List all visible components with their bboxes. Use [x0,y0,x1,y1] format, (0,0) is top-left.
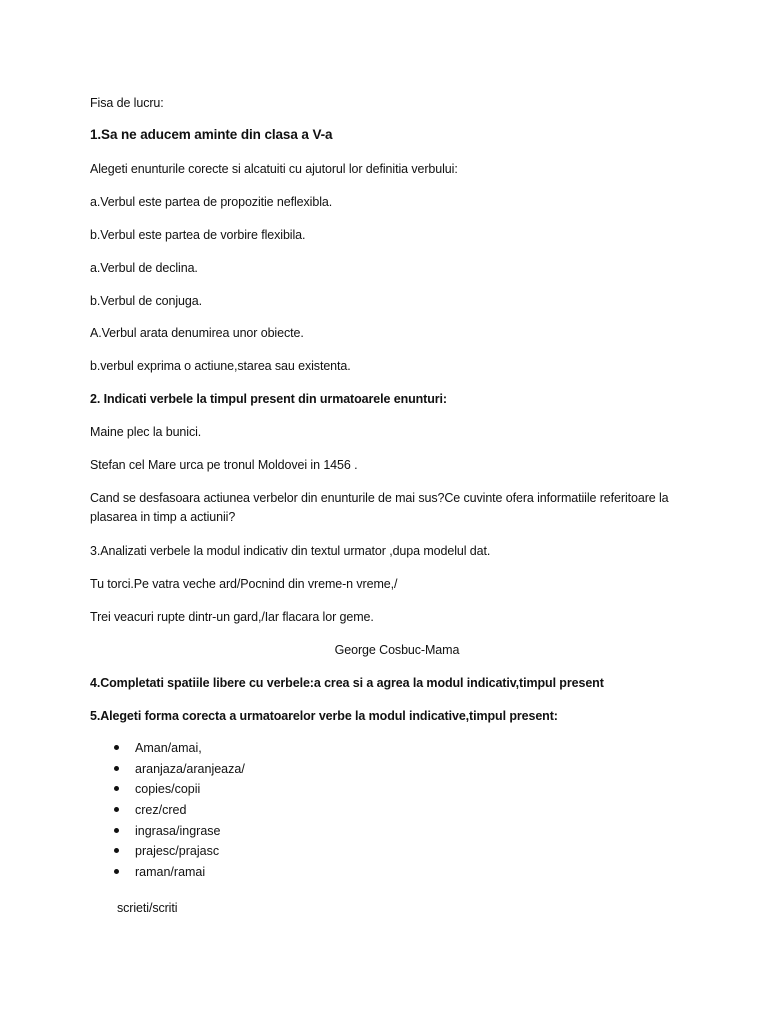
worksheet-title: Fisa de lucru: [90,96,164,110]
verb-choice-list [90,740,245,885]
section-1-instruction: Alegeti enunturile corecte si alcatuiti cu ajutorul lor definitia verbului: [90,162,458,176]
list-item [90,802,245,823]
list-item [90,843,245,864]
list-item [90,781,245,802]
list-item [90,823,245,844]
list-item-text: aranjaza/aranjeaza/ [135,761,245,776]
section-2-question: Cand se desfasoara actiunea verbelor din enunturile de mai sus?Ce cuvinte ofera informatiile referitoare la plasarea in timp a actiunii? [90,491,669,524]
bullet-icon [114,745,119,750]
list-item-text: Aman/amai, [135,741,202,755]
list-item [90,740,245,761]
section-1-heading: 1.Sa ne aducem aminte din clasa a V-a [90,127,333,142]
section-3-heading: 3.Analizati verbele la modul indicativ din textul urmator ,dupa modelul dat. [90,544,491,558]
poem-line: Trei veacuri rupte dintr-un gard,/Iar flacara lor geme. [90,610,374,624]
bullet-icon [114,869,119,874]
list-item-text: raman/ramai [135,865,206,880]
example-sentence: Stefan cel Mare urca pe tronul Moldovei in 1456 . [90,458,358,472]
list-item [90,864,245,885]
option-line: b.Verbul este partea de vorbire flexibila. [90,228,306,242]
option-line: a.Verbul este partea de propozitie neflexibla. [90,195,333,209]
option-line: b.verbul exprima o actiune,starea sau existenta. [90,359,351,373]
section-4-heading: 4.Completati spatiile libere cu verbele:a crea si a agrea la modul indicativ,timpul present [90,676,604,690]
section-2-heading: 2. Indicati verbele la timpul present din urmatoarele enunturi: [90,392,447,406]
poem-line: Tu torci.Pe vatra veche ard/Pocnind din vreme-n vreme,/ [90,577,398,591]
list-item-text: ingrasa/ingrase [135,823,221,838]
list-item-text: prajesc/prajasc [135,844,220,859]
example-sentence: Maine plec la bunici. [90,425,202,439]
list-item-text: copies/copii [135,782,201,797]
poem-attribution: George Cosbuc-Mama [334,643,460,657]
list-item-text: crez/cred [135,803,187,818]
section-5-heading: 5.Alegeti forma corecta a urmatoarelor verbe la modul indicative,timpul present: [90,709,558,723]
bullet-icon [114,828,119,833]
bullet-icon [114,807,119,812]
option-line: b.Verbul de conjuga. [90,294,202,308]
option-line: A.Verbul arata denumirea unor obiecte. [90,326,304,340]
list-item [90,761,245,782]
bullet-icon [114,848,119,853]
bullet-icon [114,766,119,771]
option-line: a.Verbul de declina. [90,261,198,275]
bullet-icon [114,786,119,791]
trailing-item: scrieti/scriti [117,901,178,915]
